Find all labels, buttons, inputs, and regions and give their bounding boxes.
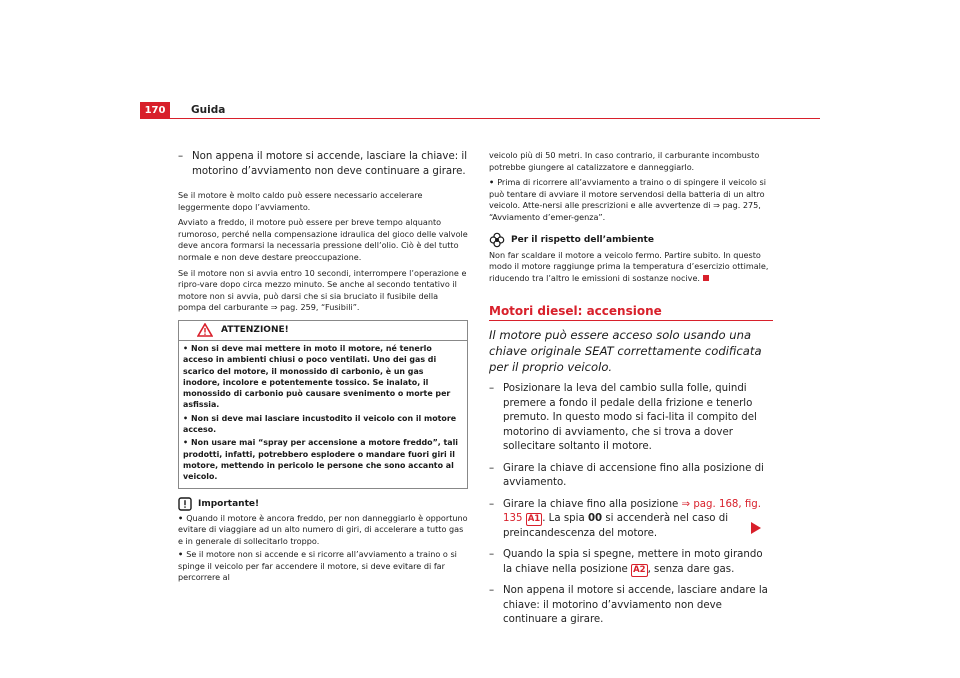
step: – Non appena il motore si accende, lasciare andare la chiave: il motorino d’avviamento non deve continuare a girare.	[489, 585, 768, 626]
dash-item: – Non appena il motore si accende, lasciare la chiave: il motorino d’avviamento non deve continuare a girare.	[178, 151, 468, 177]
paragraph: Se il motore non si avvia entro 10 secondi, interrompere l’operazione e ripro-vare dopo circa mezzo minuto. Se anche al secondo tentativo il motore non si avvia, può darsi che si sia bruciato il fusibile della pompa del carburante ⇒ pag. 259, “Fusibili”.	[178, 267, 467, 313]
page-number: 170	[140, 102, 170, 119]
header-rule	[140, 118, 820, 119]
environment-header	[489, 232, 773, 248]
warning-item: • Non usare mai “spray per accensione a motore freddo”, tali prodotti, infatti, potrebbero esplodere o mandare fuori giri il motore, mettendo in pericolo le persone che sono accanto al veicolo.	[183, 438, 459, 482]
important-icon	[178, 497, 192, 511]
important-title: Importante!	[198, 498, 260, 509]
continued-text: veicolo più di 50 metri. In caso contrario, il carburante incombusto potrebbe giungere al catalizzatore e danneggiarlo.	[489, 150, 760, 172]
figure-reference-link[interactable]: ⇒ pag. 168, fig. 135	[503, 498, 762, 525]
step: – Posizionare la leva del cambio sulla folle, quindi premere a fondo il pedale della frizione e tenerlo premuto. In questo modo si faci-lita il compito del motorino di avviamento, che si trova a dover sollecitare soltanto il motore.	[489, 383, 757, 453]
environment-text: Non far scaldare il motore a veicolo fermo. Partire subito. In questo modo il motore raggiunge prima la temperatura d’esercizio ottimale, riducendo tra l’altro le emissioni di sostanze nocive.	[489, 249, 769, 283]
important-item: • Se il motore non si accende e si ricorre all’avviamento a traino o si spinge il veicolo per far accendere il motore, si deve evitare di far percorrere al	[178, 549, 457, 583]
step: – Girare la chiave di accensione fino alla posizione di avviamento.	[489, 462, 764, 489]
end-of-section-marker	[703, 275, 709, 281]
left-column	[178, 150, 468, 586]
important-item: • Quando il motore è ancora freddo, per non danneggiarlo è opportuno evitare di viaggiare ad un alto numero di giri, di accelerare a tutto gas e in generale di sollecitarlo troppo.	[178, 512, 468, 546]
warning-box	[178, 320, 468, 489]
warning-header	[179, 321, 467, 341]
bullet-item: • Prima di ricorrere all’avviamento a traino o di spingere il veicolo si può tentare di avviare il motore servendosi della batteria di un altro veicolo. Atte-nersi alle prescrizioni e alle avvertenze di ⇒ pag. 275, “Avviamento d’emer-genza”.	[489, 177, 767, 222]
right-column	[489, 150, 773, 635]
intro-text: Il motore può essere acceso solo usando una chiave originale SEAT correttamente codificata per il proprio veicolo.	[489, 328, 762, 375]
position-tag: A1	[527, 514, 541, 525]
step: – Girare la chiave fino alla posizione ⇒ pag. 168, fig. 135 A1 . La spia 00 si accenderà nel caso di preincandescenza del motore.	[489, 498, 762, 539]
flower-icon	[489, 232, 505, 248]
step: – Quando la spia si spegne, mettere in moto girando la chiave nella posizione A2 , senza dare gas.	[489, 549, 763, 575]
warning-title: ATTENZIONE!	[221, 325, 289, 336]
section-title: Guida	[191, 104, 226, 116]
warning-item: • Non si deve mai lasciare incustodito il veicolo con il motore acceso.	[183, 413, 457, 435]
glow-plug-icon: 00	[587, 513, 603, 525]
diesel-heading: Motori diesel: accensione	[489, 304, 773, 321]
environment-title: Per il rispetto dell’ambiente	[511, 234, 654, 245]
position-tag: A2	[633, 564, 646, 575]
warning-triangle-icon	[197, 323, 213, 337]
next-page-arrow-icon	[751, 522, 761, 534]
important-header	[178, 497, 468, 511]
paragraph: Se il motore è molto caldo può essere necessario accelerare leggermente dopo l’avviamento.	[178, 190, 423, 212]
warning-item: • Non si deve mai mettere in moto il motore, né tenerlo acceso in ambienti chiusi o poco ventilati. Uno dei gas di scarico del motore, il monossido di carbonio, è un gas inodore, incolore e potentemente tossico. Se inalato, il monossido di carbonio può causare svenimento o morte per asfissia.	[183, 343, 451, 410]
paragraph: Avviato a freddo, il motore può essere per breve tempo alquanto rumoroso, perché nella compensazione idraulica del gioco delle valvole deve ancora formarsi la necessaria pressione dell’olio. Ciò è del tutto normale e non deve destare preoccupazione.	[178, 217, 468, 262]
